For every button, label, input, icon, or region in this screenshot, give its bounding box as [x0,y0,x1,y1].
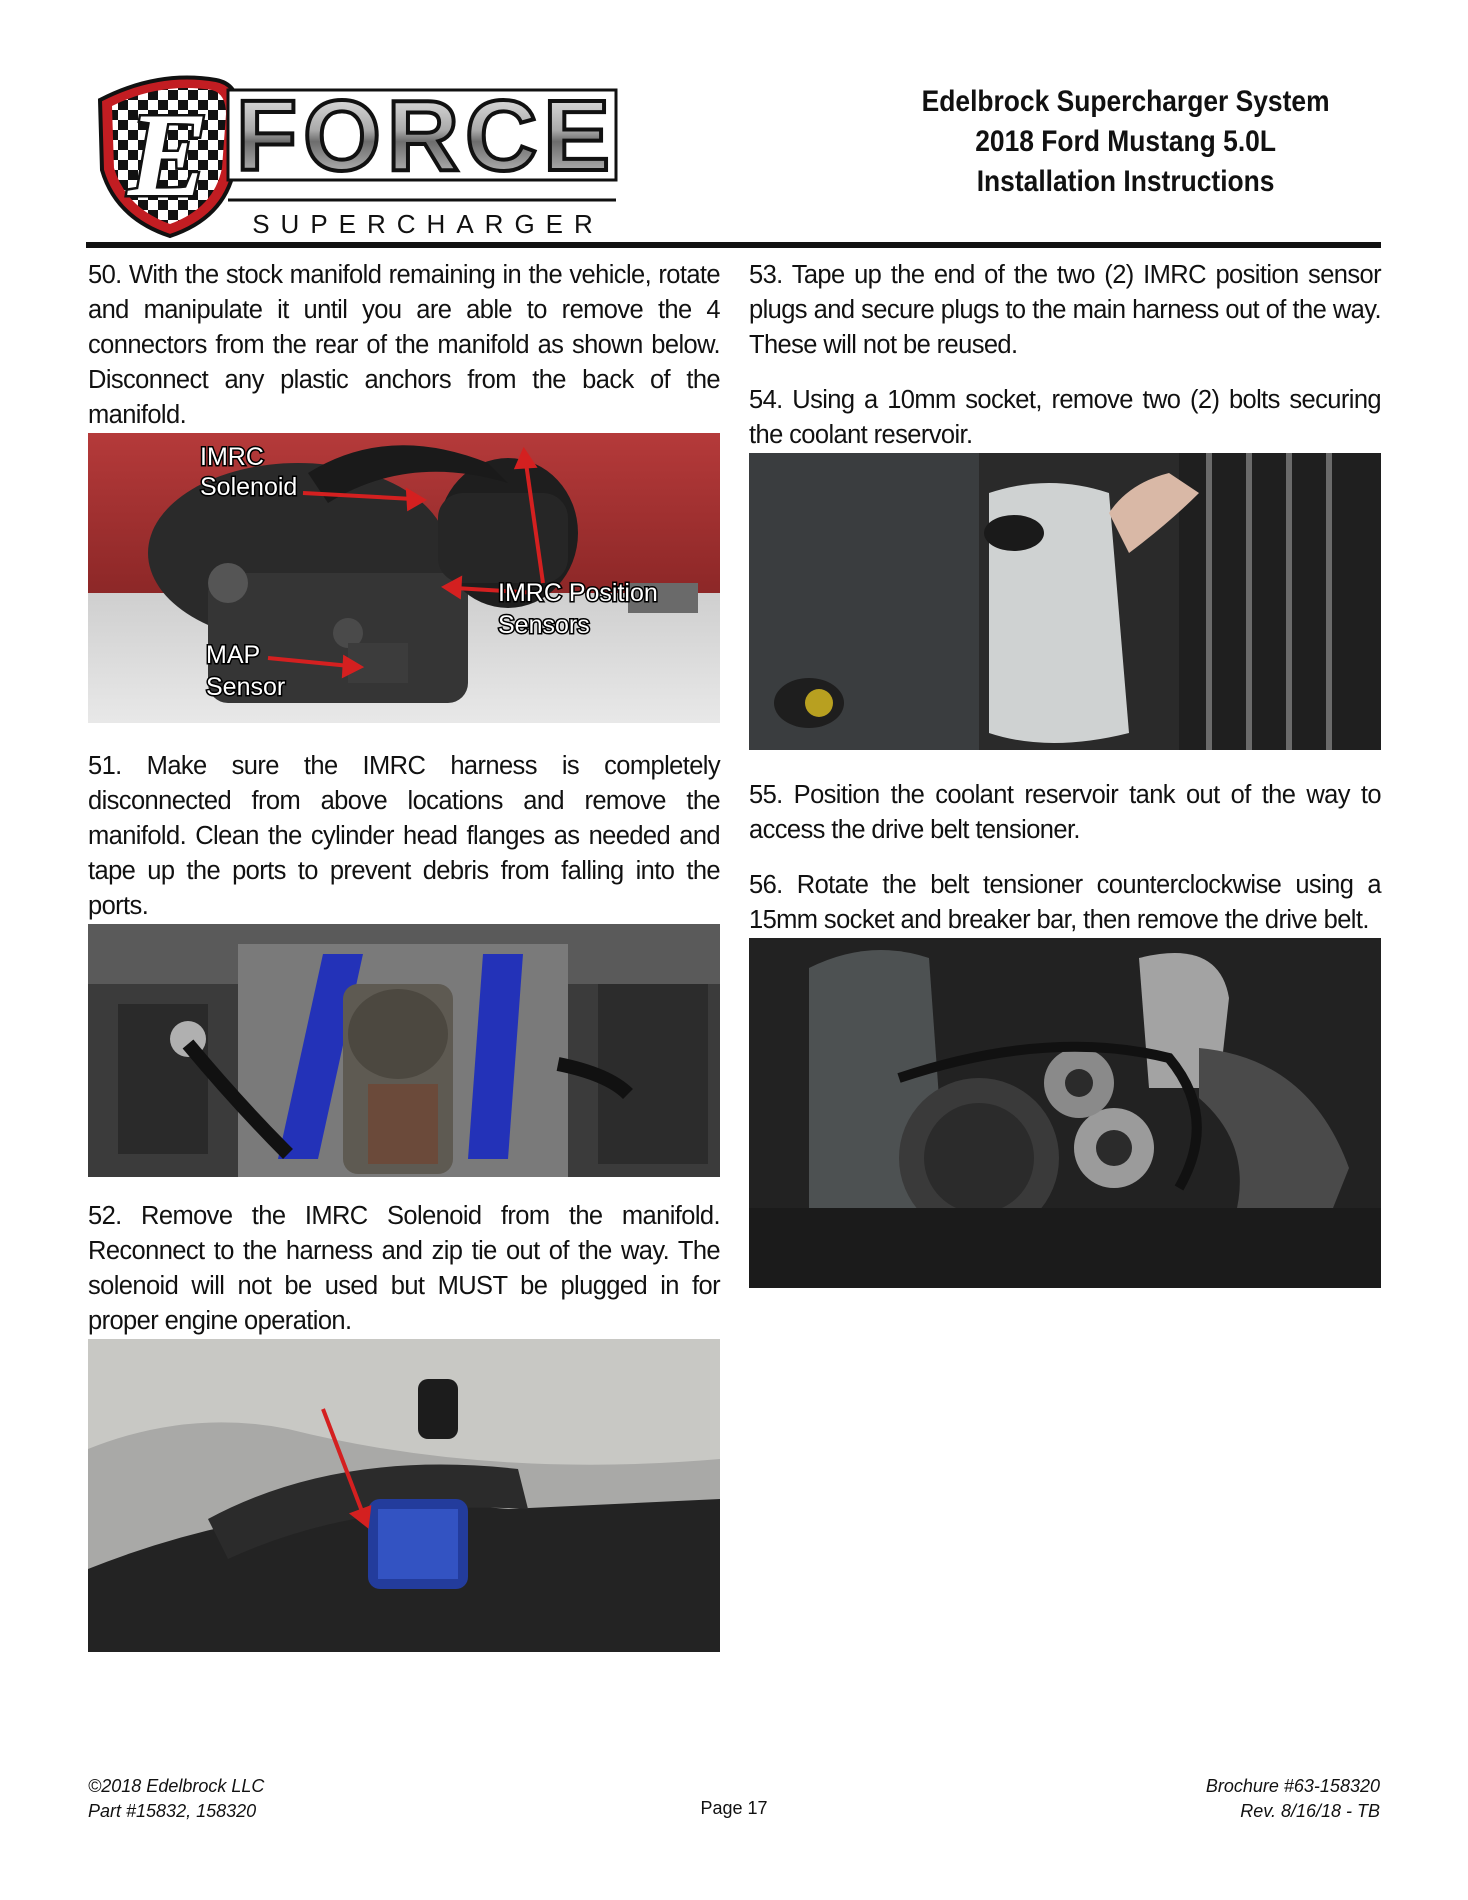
right-column [749,258,1381,1288]
footer-copyright: ©2018 Edelbrock LLC [88,1776,265,1796]
page-number: Page 17 [700,1798,768,1818]
step-53: 53. Tape up the end of the two (2) IMRC position sensor plugs and secure plugs to the main harness out of the way. These will not be reused. [749,261,1381,359]
step-54: 54. Using a 10mm socket, remove two (2) bolts securing the coolant reservoir. [749,386,1381,449]
photo-imrc-solenoid-zip-tied [88,1339,720,1652]
logo-e-letter: E [127,88,209,221]
header-rule [86,242,1381,248]
left-column [88,258,720,1652]
footer-part: Part #15832, 158320 [88,1801,257,1821]
title-line-3: Installation Instructions [976,165,1275,198]
footer-revision: Rev. 8/16/18 - TB [1240,1801,1380,1821]
photo-cylinder-head-taped [88,924,720,1177]
callout-imrc-position-1: IMRC Position [498,579,658,607]
eforce-logo [88,70,618,240]
callout-imrc-solenoid-1: IMRC [200,443,264,471]
step-56: 56. Rotate the belt tensioner counterclockwise using a 15mm socket and breaker bar, then remove the drive belt. [749,871,1381,934]
step-51: 51. Make sure the IMRC harness is completely disconnected from above locations and remove the manifold. Clean the cylinder head flanges as needed and tape up the ports to prevent debris from falling into the ports. [88,752,720,920]
callout-imrc-position-2: Sensors [498,611,590,639]
callout-map-2: Sensor [206,673,286,701]
logo-subtitle: SUPERCHARGER [252,209,604,239]
photo-belt-tensioner [749,938,1381,1288]
logo-word: FORCE [236,80,616,192]
footer-brochure: Brochure #63-158320 [1205,1776,1380,1796]
callout-map-1: MAP [206,641,261,669]
step-55: 55. Position the coolant reservoir tank out of the way to access the drive belt tensioner. [749,781,1381,844]
step-50: 50. With the stock manifold remaining in the vehicle, rotate and manipulate it until you are able to remove the 4 connectors from the rear of the manifold as shown below. Disconnect any plastic anchors from the back of the manifold. [88,261,720,429]
callout-imrc-solenoid-2: Solenoid [200,473,298,501]
step-52: 52. Remove the IMRC Solenoid from the manifold. Reconnect to the harness and zip tie out of the way. The solenoid will not be used but MUST be plugged in for proper engine operation. [88,1202,720,1335]
photo-coolant-reservoir [749,453,1381,750]
title-line-2: 2018 Ford Mustang 5.0L [975,125,1276,158]
title-line-1: Edelbrock Supercharger System [921,85,1330,118]
photo-manifold-connectors [88,433,720,723]
footer-right [1206,1774,1380,1824]
document-title [879,82,1372,202]
